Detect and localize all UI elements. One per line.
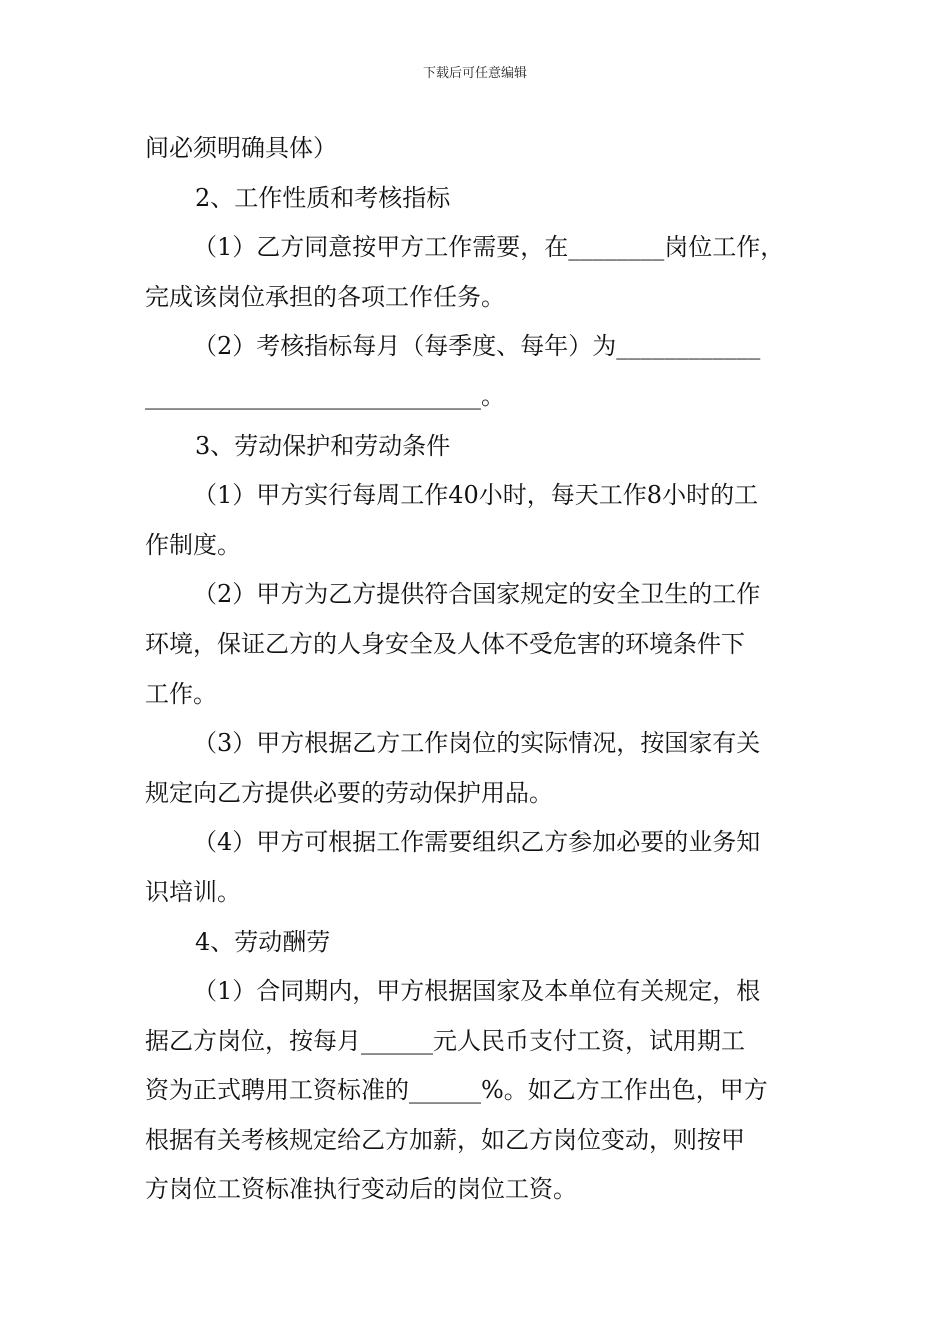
text-line: （3）甲方根据乙方工作岗位的实际情况，按国家有关 (193, 729, 761, 758)
text-line: 据乙方岗位，按每月______元人民币支付工资，试用期工 (145, 1026, 745, 1055)
section-heading: 4、劳动酬劳 (195, 927, 331, 956)
text-line: （1）甲方实行每周工作40小时，每天工作8小时的工 (193, 481, 759, 510)
text-line: （4）甲方可根据工作需要组织乙方参加必要的业务知 (193, 828, 761, 857)
text-line: ____________________________。 (145, 381, 505, 410)
text-line: 作制度。 (145, 530, 241, 559)
text-line: 识培训。 (145, 877, 241, 906)
text-line: 间必须明确具体） (145, 134, 337, 162)
page-header: 下载后可任意编辑 (422, 66, 527, 81)
text-line: （2）甲方为乙方提供符合国家规定的安全卫生的工作 (193, 580, 761, 609)
text-line: 根据有关考核规定给乙方加薪，如乙方岗位变动，则按甲 (145, 1125, 745, 1154)
section-heading: 2、工作性质和考核指标 (195, 183, 451, 212)
text-line: （2）考核指标每月（每季度、每年）为____________ (193, 332, 761, 361)
text-line: （1）乙方同意按甲方工作需要，在________岗位工作， (193, 233, 785, 262)
document-body (145, 124, 815, 1215)
text-line: 环境，保证乙方的人身安全及人体不受危害的环境条件下 (145, 629, 745, 658)
section-heading: 3、劳动保护和劳动条件 (195, 431, 451, 460)
text-line: 工作。 (145, 679, 217, 708)
text-line: （1）合同期内，甲方根据国家及本单位有关规定，根 (193, 977, 761, 1006)
text-line: 资为正式聘用工资标准的______%。如乙方工作出色，甲方 (145, 1076, 768, 1105)
text-line: 规定向乙方提供必要的劳动保护用品。 (145, 778, 553, 807)
text-line: 完成该岗位承担的各项工作任务。 (145, 282, 505, 311)
text-line: 方岗位工资标准执行变动后的岗位工资。 (145, 1175, 577, 1204)
